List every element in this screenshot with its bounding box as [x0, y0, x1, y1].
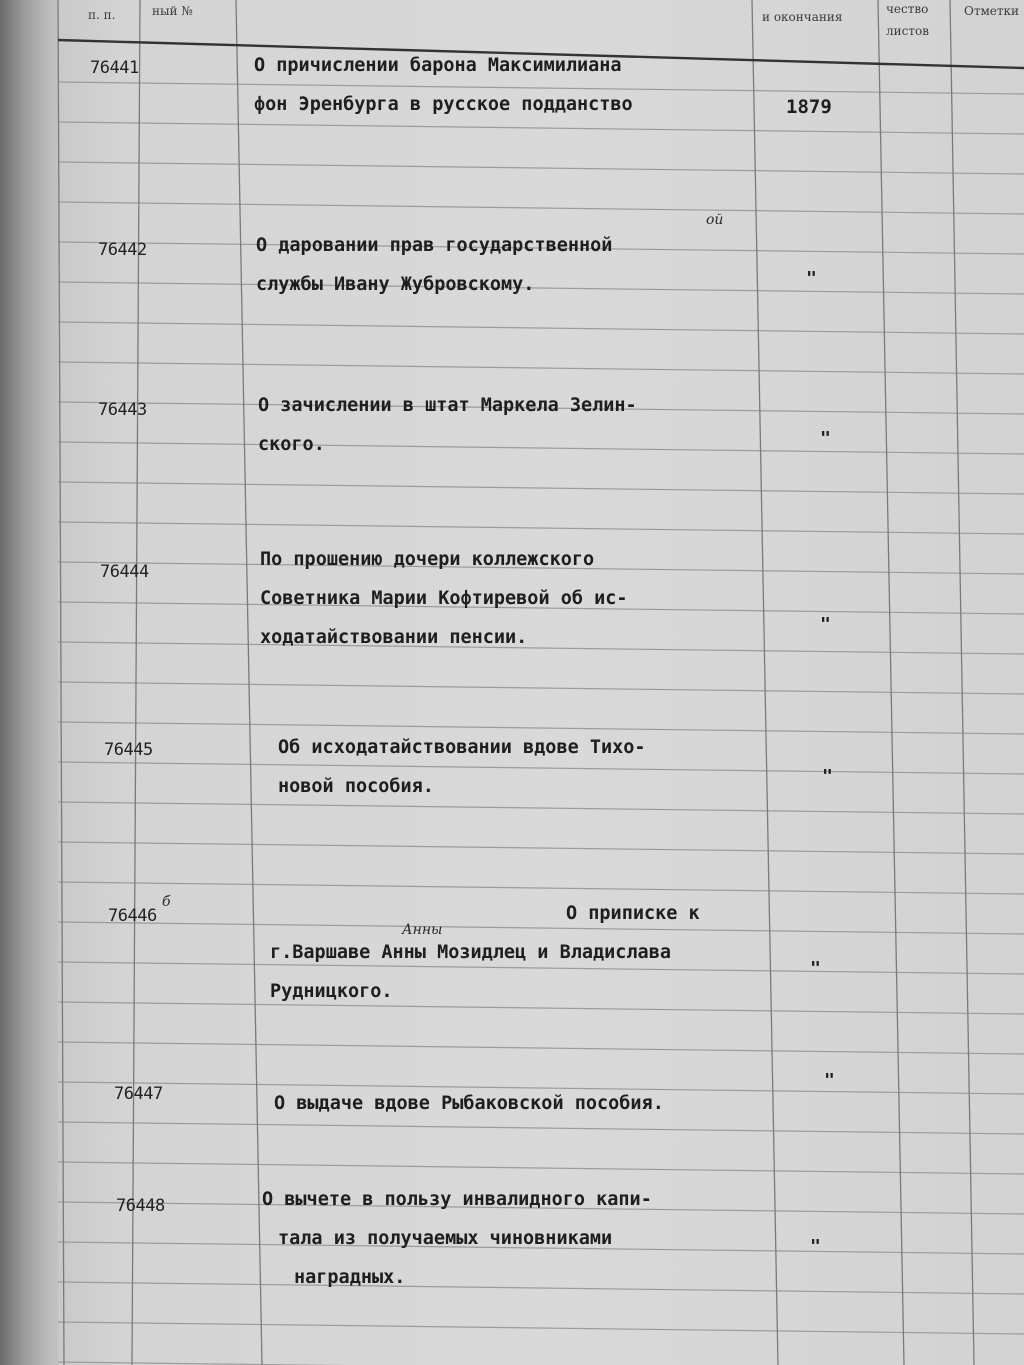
ledger-rule [58, 1042, 1024, 1054]
ledger-rule [58, 522, 1024, 534]
entry-title-line: О выдаче вдове Рыбаковской пособия. [274, 1093, 664, 1114]
ditto-mark: " [806, 268, 817, 289]
entry-title-line: О вычете в пользу инвалидного капи- [262, 1189, 652, 1210]
entry-title-line: По прошению дочери коллежского [260, 549, 595, 570]
entry-title-line: О зачислении в штат Маркела Зелин- [258, 395, 637, 416]
ditto-mark: " [820, 614, 831, 635]
entry-title-line: О причислении барона Максимилиана [254, 55, 622, 76]
entry-title-line: новой пособия. [278, 776, 434, 797]
entry-title [262, 1180, 652, 1297]
handwritten-correction: Анны [402, 922, 443, 938]
entry-date: 1879 [786, 96, 832, 118]
entry-number: 76441 [90, 58, 139, 78]
ledger-rule [58, 682, 1024, 694]
header-col-number: п. п. [88, 8, 116, 22]
entry-number: 76442 [98, 240, 147, 260]
header-col-dates: и окончания [762, 10, 843, 24]
entry-number: 76448 [116, 1196, 165, 1216]
entry-number: 76444 [100, 562, 149, 582]
column-rule [950, 0, 974, 1365]
header-col-sheets-top: чество [886, 2, 929, 16]
ledger-rule [58, 882, 1024, 894]
ledger-rule [58, 1322, 1024, 1334]
column-rule [878, 0, 904, 1365]
ledger-rule [58, 482, 1024, 494]
entry-title-line: тала из получаемых чиновниками [278, 1228, 613, 1249]
entry-title [258, 386, 637, 464]
handwritten-correction: б [162, 894, 171, 910]
ledger-rule [58, 322, 1024, 334]
column-rule [752, 0, 778, 1365]
ditto-mark: " [810, 1236, 821, 1257]
header-col-sheets-bottom: листов [886, 24, 929, 38]
entry-title-line: Об исходатайствовании вдове Тихо- [278, 737, 646, 758]
header-col-notes: Отметки [964, 4, 1020, 18]
ledger-rule [58, 202, 1024, 214]
entry-title-line: г.Варшаве Анны Мозидлец и Владислава [270, 942, 671, 963]
entry-title-line: Советника Марии Кофтиревой об ис- [260, 588, 628, 609]
entry-title-line: О даровании прав государственной [256, 235, 613, 256]
ditto-mark: " [820, 428, 831, 449]
entry-number: 76445 [104, 740, 153, 760]
entry-title [278, 728, 646, 806]
entry-title [274, 1084, 664, 1123]
entry-number: 76443 [98, 400, 147, 420]
entry-title [260, 540, 628, 657]
entry-title [256, 894, 700, 1011]
ditto-mark: " [810, 958, 821, 979]
ledger-rule [58, 842, 1024, 854]
entry-title-line: ходатайствовании пенсии. [260, 627, 528, 648]
entry-title-line: О приписке к [566, 903, 700, 924]
ditto-mark: " [822, 766, 833, 787]
handwritten-correction: ой [706, 212, 724, 228]
entry-title-line: наградных. [294, 1267, 406, 1288]
entry-title-line: ского. [258, 434, 325, 455]
ditto-mark: " [824, 1070, 835, 1091]
ledger-rule [58, 162, 1024, 174]
ledger-rule [58, 1162, 1024, 1174]
header-col-inventory: ный № [152, 4, 193, 18]
entry-title [256, 226, 612, 304]
entry-number: 76447 [114, 1084, 163, 1104]
entry-title-line: Рудницкого. [270, 981, 393, 1002]
ledger-rule [58, 1122, 1024, 1134]
entry-title-line: службы Ивану Жубровскому. [256, 274, 535, 295]
entry-number: 76446 [108, 906, 157, 926]
entry-title-line: фон Эренбурга в русское подданство [254, 94, 633, 115]
ledger-rule [58, 362, 1024, 374]
entry-title [254, 46, 633, 124]
